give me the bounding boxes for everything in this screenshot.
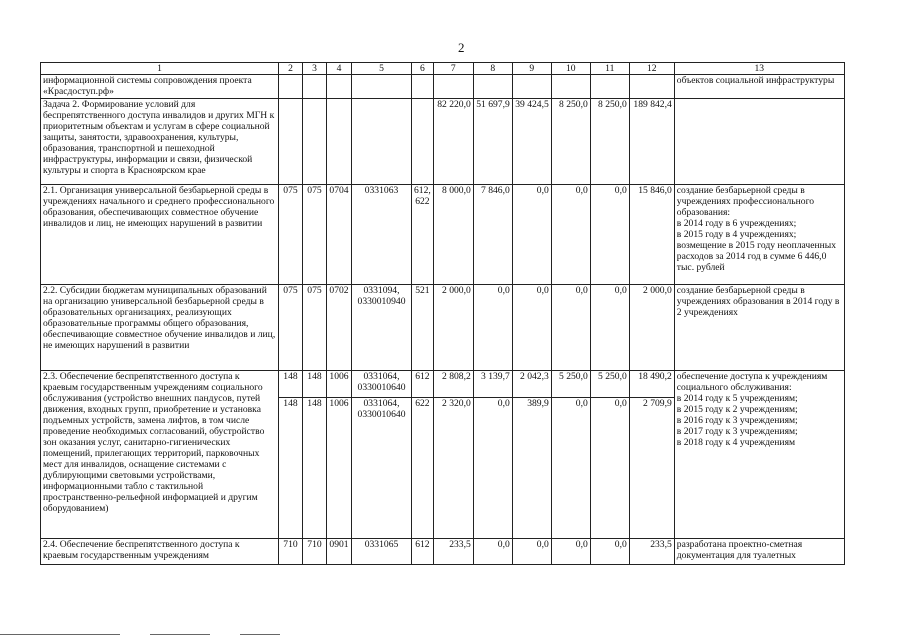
cell-c8 (473, 371, 512, 539)
cell-c2 (279, 371, 303, 539)
row-name: Задача 2. Формирование условий для беспрепятственного доступа инвалидов и других МГН к приоритетным объектам и услугам в сфере социальной защиты, занятости, здравоохранения, культуры, образования, транспортной и пешеходной инфраструктуры, информации и связи, физической культуры и спорта в Красноярском крае (41, 99, 279, 185)
cell-c2: 710 (279, 539, 303, 565)
row-name: 2.1. Организация универсальной безбарьерной среды в учреждениях начального и среднего профессионального образования, обеспечивающих совместное обучение инвалидов и лиц, не имеющих нарушений в развитии (41, 185, 279, 285)
sub-value: 0,0 (497, 398, 510, 409)
header-cell: 2 (279, 63, 303, 75)
sub-value: 0,0 (575, 398, 588, 409)
note-line: в 2014 году к 5 учреждениям; (676, 393, 798, 404)
cell-c9 (512, 371, 551, 539)
sub-value: 148 (303, 371, 326, 398)
cell-c9: 0,0 (512, 539, 551, 565)
row-note (674, 75, 844, 99)
note-line: создание безбарьерной среды в учреждениях профессионального образования: (676, 185, 815, 218)
row-name: 2.4. Обеспечение беспрепятственного доступа к краевым государственным учреждениям (41, 539, 279, 565)
scan-edge-segment (150, 634, 210, 635)
header-cell: 7 (433, 63, 473, 75)
cell-c8: 7 846,0 (473, 185, 512, 285)
cell-c8 (473, 75, 512, 99)
cell-c5: 0331094, 0330010940 (352, 285, 412, 371)
cell-c6: 521 (412, 285, 434, 371)
cell-c12: 2 000,0 (629, 285, 674, 371)
cell-c5 (352, 75, 412, 99)
note-line: возмещение в 2015 году неоплаченных расходов за 2014 год в сумме 6 446,0 тыс. рублей (676, 240, 836, 273)
note-line: объектов социальной инфраструктуры (676, 75, 835, 86)
cell-c11: 0,0 (590, 285, 629, 371)
cell-c5 (352, 99, 412, 185)
cell-c9 (512, 75, 551, 99)
cell-c7: 8 000,0 (433, 185, 473, 285)
cell-c10 (551, 75, 590, 99)
sub-value: 1006 (327, 371, 351, 398)
note-line: создание безбарьерной среды в учреждениях образования в 2014 году в 2 учреждениях (676, 285, 840, 318)
cell-c7: 82 220,0 (433, 99, 473, 185)
sub-value: 5 250,0 (591, 371, 629, 398)
cell-c12: 189 842,4 (629, 99, 674, 185)
cell-c7: 233,5 (433, 539, 473, 565)
header-cell: 13 (674, 63, 844, 75)
cell-c2: 075 (279, 285, 303, 371)
header-cell: 11 (590, 63, 629, 75)
note-line: в 2015 году к 2 учреждениям; (676, 404, 798, 415)
cell-c3: 710 (303, 539, 327, 565)
cell-c10 (551, 371, 590, 539)
note-line: в 2017 году к 3 учреждениям; (676, 426, 798, 437)
row-note (674, 285, 844, 371)
note-line: разработана проектно-сметная документация для туалетных (676, 539, 803, 561)
cell-c7 (433, 75, 473, 99)
cell-c7 (433, 371, 473, 539)
cell-c3: 075 (303, 185, 327, 285)
header-cell: 3 (303, 63, 327, 75)
note-line: обеспечение доступа к учреждениям социального обслуживания: (676, 371, 828, 393)
table-row (41, 75, 845, 99)
cell-c12: 15 846,0 (629, 185, 674, 285)
sub-value: 0,0 (614, 398, 627, 409)
header-row (41, 63, 845, 75)
cell-c5: 0331065 (352, 539, 412, 565)
cell-c12: 233,5 (629, 539, 674, 565)
table-row (41, 285, 845, 371)
sub-value: 0331064, 0330010640 (352, 371, 411, 398)
scan-edge-mark (0, 634, 905, 636)
cell-c9: 0,0 (512, 285, 551, 371)
header-cell: 9 (512, 63, 551, 75)
cell-c6 (412, 75, 434, 99)
cell-c4 (327, 75, 352, 99)
table-row (41, 99, 845, 185)
cell-c2 (279, 99, 303, 185)
sub-value: 148 (283, 398, 298, 409)
cell-c3 (303, 371, 327, 539)
scan-edge-segment (240, 634, 280, 635)
sub-value: 612 (412, 371, 433, 398)
sub-value: 2 320,0 (442, 398, 471, 409)
cell-c3 (303, 75, 327, 99)
cell-c11: 0,0 (590, 185, 629, 285)
table-row (41, 185, 845, 285)
row-note (674, 99, 844, 185)
cell-c11: 8 250,0 (590, 99, 629, 185)
sub-value: 389,9 (527, 398, 549, 409)
header-cell: 6 (412, 63, 434, 75)
row-name: 2.3. Обеспечение беспрепятственного доступа к краевым государственным учреждениям социального обслуживания (устройство внешних пандусов, путей движения, входных групп, приобретение и установка подъемных устройств, замена лифтов, в том числе проведение необходимых согласований, обустройство зон оказания услуг, санитарно-гигиенических помещений, прилегающих территорий, парковочных мест для инвалидов, оснащение системами с дублирующими световыми устройствами, информационными табло с тактильной пространственно-рельефной информацией и другим оборудованием) (41, 371, 279, 539)
header-cell: 4 (327, 63, 352, 75)
sub-value: 148 (279, 371, 302, 398)
header-cell: 12 (629, 63, 674, 75)
cell-c2: 075 (279, 185, 303, 285)
cell-c6: 612 (412, 539, 434, 565)
cell-c3: 075 (303, 285, 327, 371)
cell-c4: 0704 (327, 185, 352, 285)
cell-c11 (590, 371, 629, 539)
row-note (674, 539, 844, 565)
sub-value: 2 042,3 (513, 371, 551, 398)
sub-value: 3 139,7 (474, 371, 512, 398)
sub-value: 2 709,9 (643, 398, 672, 409)
table-row (41, 371, 845, 539)
header-cell: 5 (352, 63, 412, 75)
cell-c4: 0901 (327, 539, 352, 565)
sub-value: 622 (415, 398, 430, 409)
cell-c5 (352, 371, 412, 539)
cell-c2 (279, 75, 303, 99)
cell-c8: 51 697,9 (473, 99, 512, 185)
sub-value: 148 (307, 398, 322, 409)
cell-c8: 0,0 (473, 285, 512, 371)
cell-c6 (412, 99, 434, 185)
header-cell: 10 (551, 63, 590, 75)
note-line: в 2018 году к 4 учреждениям (676, 437, 796, 448)
sub-value: 2 808,2 (434, 371, 473, 398)
cell-c6: 612, 622 (412, 185, 434, 285)
sub-value: 18 490,2 (630, 371, 674, 398)
cell-c7: 2 000,0 (433, 285, 473, 371)
note-line: в 2016 году к 3 учреждениям; (676, 415, 798, 426)
row-name: 2.2. Субсидии бюджетам муниципальных образований на организацию универсальной безбарьерной среды в образовательных организациях, реализующих образовательные программы общего образования, обеспечивающие совместное обучение инвалидов и лиц, не имеющих нарушений в развитии (41, 285, 279, 371)
cell-c9: 39 424,5 (512, 99, 551, 185)
cell-c8: 0,0 (473, 539, 512, 565)
cell-c4 (327, 99, 352, 185)
sub-value: 5 250,0 (552, 371, 590, 398)
row-name: информационной системы сопровождения проекта «Красдоступ.рф» (41, 75, 279, 99)
cell-c10: 8 250,0 (551, 99, 590, 185)
page-number: 2 (458, 40, 465, 55)
cell-c4 (327, 371, 352, 539)
header-cell: 8 (473, 63, 512, 75)
cell-c5: 0331063 (352, 185, 412, 285)
note-line: в 2014 году в 6 учреждениях; (676, 218, 797, 229)
row-note (674, 371, 844, 539)
cell-c10: 0,0 (551, 185, 590, 285)
cell-c9: 0,0 (512, 185, 551, 285)
cell-c10: 0,0 (551, 285, 590, 371)
note-line: в 2015 году в 4 учреждениях; (676, 229, 797, 240)
sub-value: 0331064, 0330010640 (357, 398, 406, 420)
program-table (40, 62, 845, 565)
cell-c10: 0,0 (551, 539, 590, 565)
header-cell: 1 (41, 63, 279, 75)
scan-edge-segment (0, 634, 120, 635)
cell-c12 (629, 371, 674, 539)
sub-value: 1006 (329, 398, 349, 409)
row-note (674, 185, 844, 285)
cell-c4: 0702 (327, 285, 352, 371)
cell-c11: 0,0 (590, 539, 629, 565)
cell-c3 (303, 99, 327, 185)
cell-c11 (590, 75, 629, 99)
cell-c6 (412, 371, 434, 539)
cell-c12 (629, 75, 674, 99)
table-row (41, 539, 845, 565)
